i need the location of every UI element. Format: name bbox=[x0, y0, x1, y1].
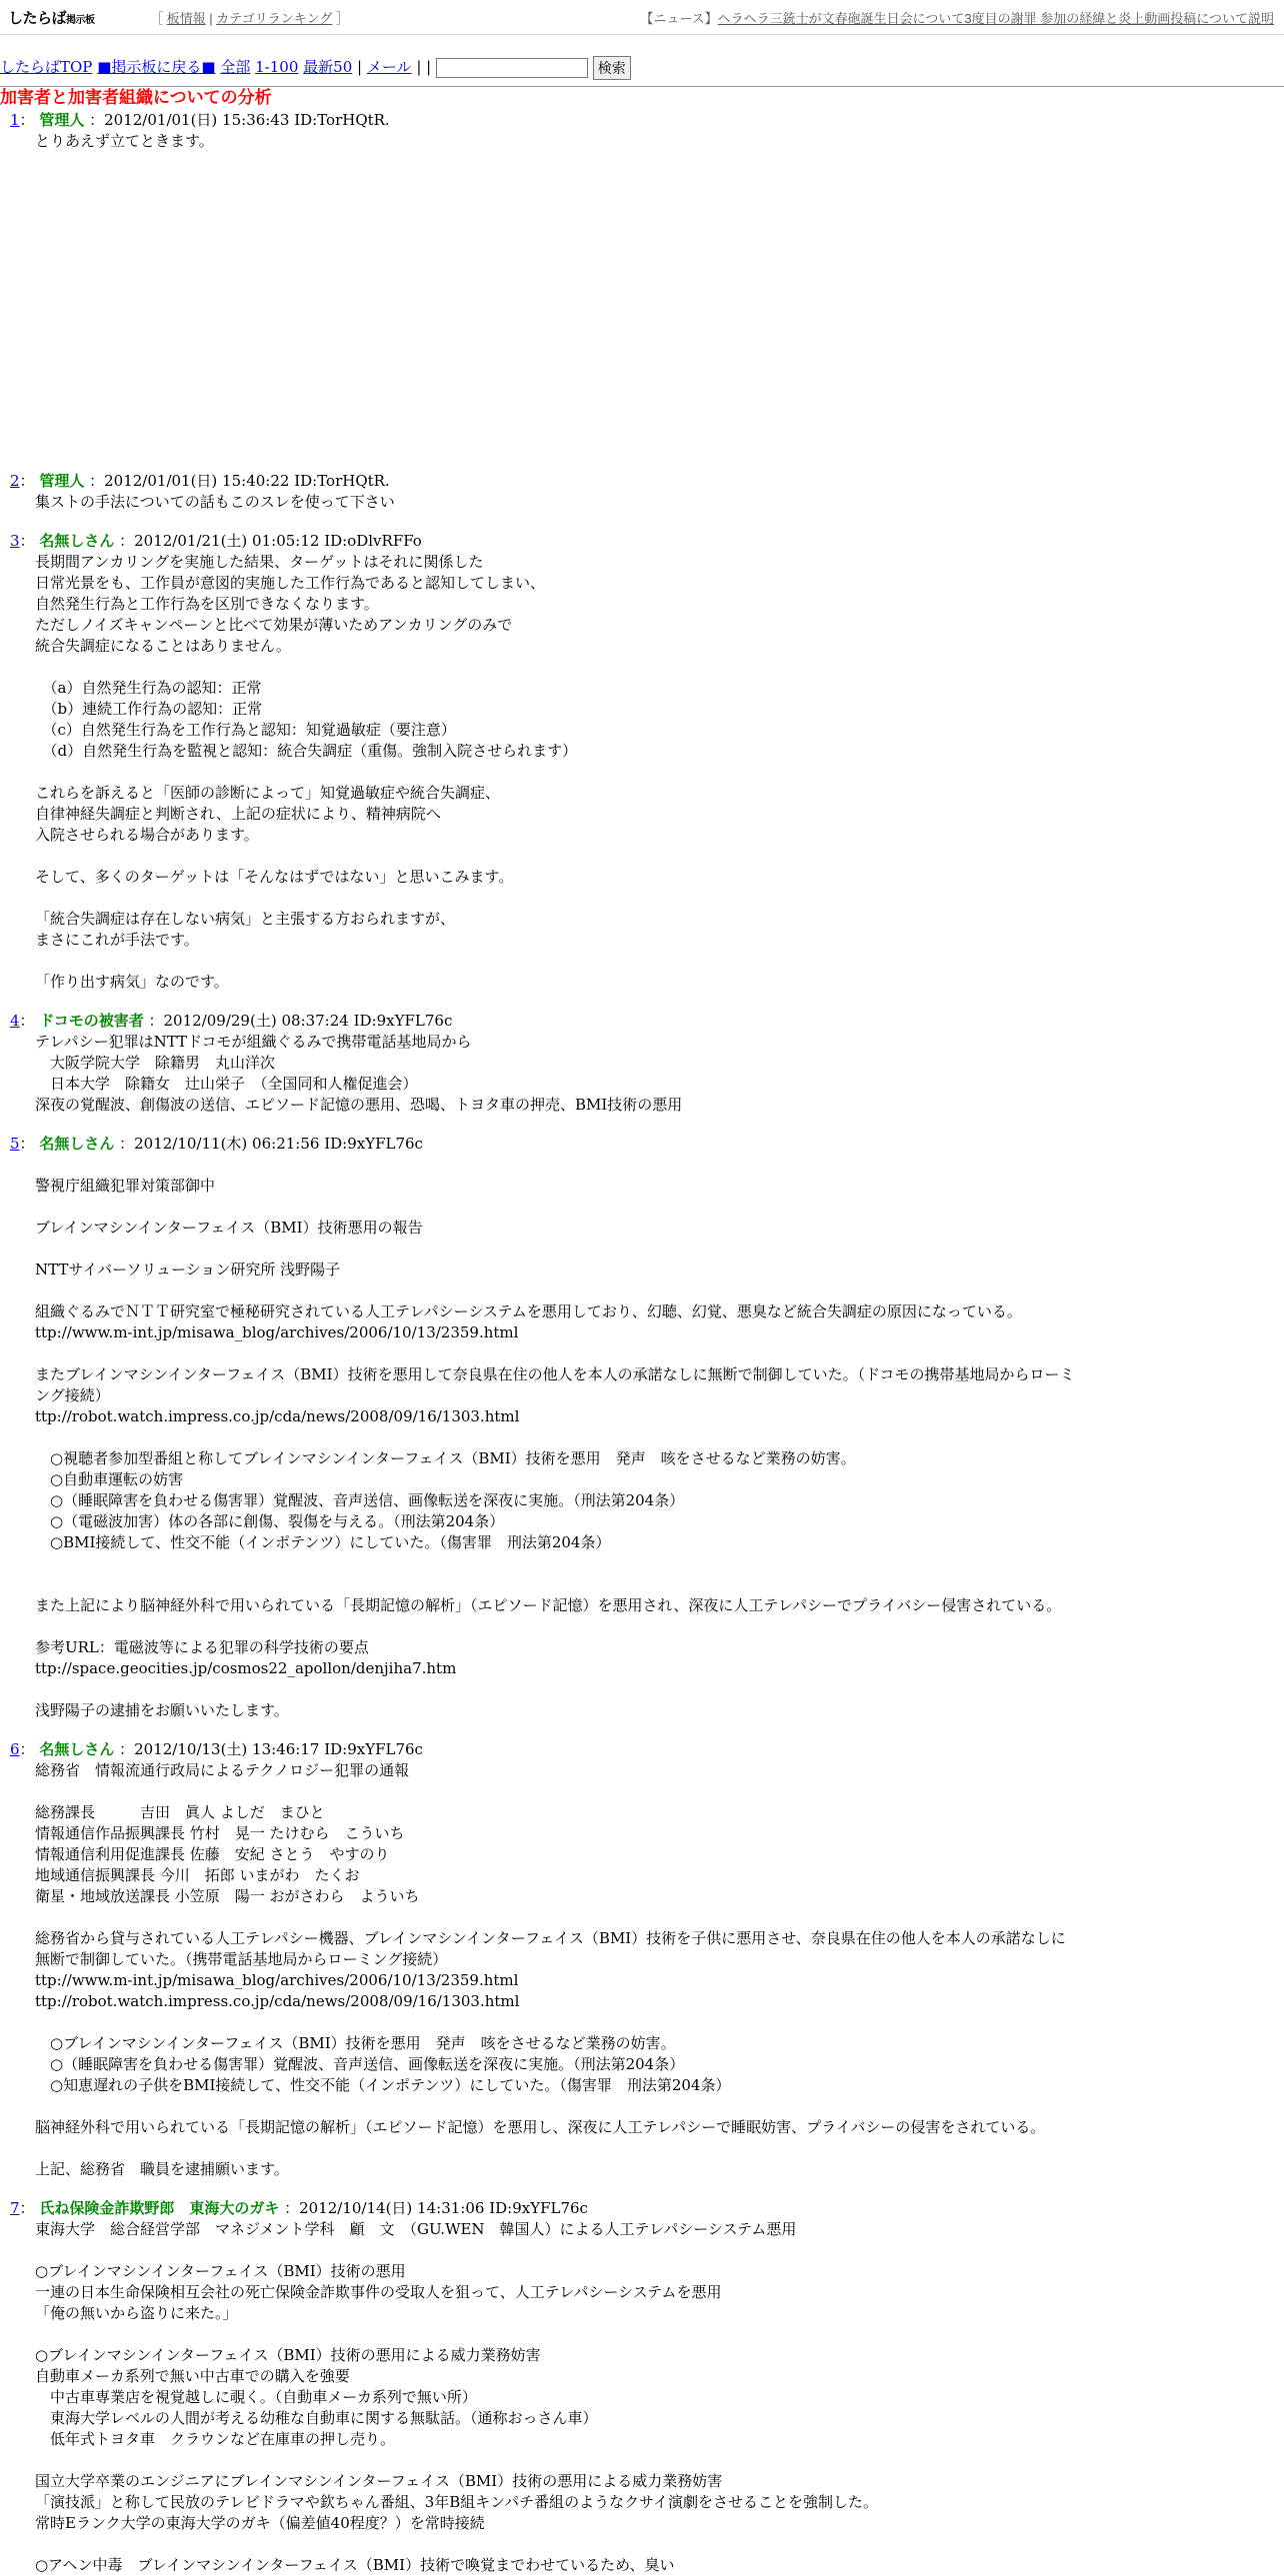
post bbox=[0, 1739, 1284, 2198]
post-text: テレパシー犯罪はNTTドコモが組織ぐるみで携帯電話基地局から 大阪学院大学 除籍男 丸山洋次 日本大学 除籍女 辻山栄子 （全国同和人権促進会） 深夜の覚醒波、創傷波の送信、エピソード記憶の悪用、恐喝、トヨタ車の押売、BMI技術の悪用 bbox=[35, 1033, 683, 1114]
post-meta: ：2012/10/14(日) 14:31:06 ID:9xYFL76c bbox=[284, 2199, 588, 2217]
post-meta: ：2012/10/11(木) 06:21:56 ID:9xYFL76c bbox=[119, 1135, 423, 1153]
post-number-link[interactable]: 3 bbox=[10, 532, 20, 550]
logo-text: したらば bbox=[8, 10, 67, 27]
post-meta: ：2012/01/01(日) 15:40:22 ID:TorHQtR. bbox=[89, 472, 390, 490]
post-header: 3： 名無しさん ：2012/01/21(土) 01:05:12 ID:oDlvRFFo bbox=[10, 532, 422, 550]
post-body bbox=[35, 131, 1075, 471]
post-text: とりあえず立てときます。 bbox=[35, 132, 214, 150]
post-number-link[interactable]: 2 bbox=[10, 472, 20, 490]
category-ranking-link[interactable]: カテゴリランキング bbox=[216, 11, 333, 26]
latest-posts-link[interactable]: 最新50 bbox=[303, 58, 353, 76]
thread-title: 加害者と加害者組織についての分析 bbox=[0, 88, 272, 108]
search-button[interactable]: 検索 bbox=[593, 56, 631, 80]
post-body bbox=[35, 1155, 1075, 1739]
thread-posts bbox=[0, 110, 1284, 2576]
post-header: 7： 氏ね保険金詐欺野郎 東海大のガキ ：2012/10/14(日) 14:31:06 ID:9xYFL76c bbox=[10, 2199, 588, 2217]
post-number-link[interactable]: 1 bbox=[10, 111, 20, 129]
post-body bbox=[35, 1032, 1075, 1134]
post-header: 1： 管理人 ：2012/01/01(日) 15:36:43 ID:TorHQtR. bbox=[10, 111, 390, 129]
post bbox=[0, 2198, 1284, 2576]
site-logo[interactable] bbox=[8, 8, 95, 31]
board-info-link[interactable]: 板情報 bbox=[166, 11, 206, 26]
nav-separator: | | bbox=[416, 58, 432, 76]
all-posts-link[interactable]: 全部 bbox=[220, 58, 251, 76]
post-body bbox=[35, 492, 1075, 531]
poster-name: 名無しさん bbox=[39, 532, 115, 550]
post-text: 集ストの手法についての話もこのスレを使って下さい bbox=[35, 493, 395, 511]
news-link[interactable]: ヘラヘラ三銃士が文春砲誕生日会について3度目の謝罪 参加の経緯と炎上動画投稿について説明 bbox=[717, 11, 1274, 26]
poster-name: 氏ね保険金詐欺野郎 東海大のガキ bbox=[39, 2199, 280, 2217]
poster-name: ドコモの被害者 bbox=[39, 1012, 144, 1030]
news-ticker bbox=[640, 8, 1274, 29]
post-body bbox=[35, 1760, 1075, 2198]
post-number-link[interactable]: 6 bbox=[10, 1740, 20, 1758]
post-text: 東海大学 総合経営学部 マネジメント学科 顧 文 （GU.WEN 韓国人）による人工テレパシーシステム悪用 ○ブレインマシンインターフェイス（BMI）技術の悪用 一連の日本生命保険相互会社の死亡保険金詐欺事件の受取人を狙って、人工テレパシーシステムを悪用 「俺の無いから盗りに来た。」 ○ブレインマシンインターフェイス（BMI）技術の悪用による威力業務妨害 自動車メーカ系列で無い中古車での購入を強要 中古車専業店を視覚越しに覗く。（自動車メーカ系列で無い所） 東海大学レベルの人間が考える幼稚な自動車に関する無駄話。（通称おっさん車） 低年式トヨタ車 クラウンなど在庫車の押し売り。 国立大学卒業のエンジニアにブレインマシンインターフェイス（BMI）技術の悪用による威力業務妨害 「演技派」と称して民放のテレビドラマや欽ちゃん番組、3年B組キンパチ番組のようなクサイ演劇をさせることを強制した。 常時Eランク大学の東海大学のガキ（偏差値40程度？）を常時接続 ○アヘン中毒 ブレインマシンインターフェイス（BMI）技術で喚覚までわせているため、臭い bbox=[35, 2220, 879, 2574]
thread-nav: したらばTOP ■掲示板に戻る■ 全部 1-100 最新50 | メール | | 検索 bbox=[0, 56, 631, 80]
post bbox=[0, 1134, 1284, 1739]
post bbox=[0, 471, 1284, 531]
poster-name: 名無しさん bbox=[39, 1740, 115, 1758]
post-header: 6： 名無しさん ：2012/10/13(土) 13:46:17 ID:9xYFL76c bbox=[10, 1740, 423, 1758]
news-label: 【ニュース】 bbox=[640, 11, 718, 26]
back-to-board-link[interactable]: ■掲示板に戻る■ bbox=[97, 58, 216, 76]
post-meta: ：2012/10/13(土) 13:46:17 ID:9xYFL76c bbox=[119, 1740, 423, 1758]
post-header: 4： ドコモの被害者 ：2012/09/29(土) 08:37:24 ID:9xYFL76c bbox=[10, 1012, 453, 1030]
post-body bbox=[35, 2219, 1075, 2576]
post-text: 総務省 情報流通行政局によるテクノロジー犯罪の通報 総務課長 吉田 眞人 よしだ まひと 情報通信作品振興課長 竹村 晃一 たけむら こういち 情報通信利用促進課長 佐藤 安紀 さとう やすのり 地域通信振興課長 今川 拓郎 いまがわ たくお 衛星・地域放送課長 小笠原 陽一 おがさわら よういち 総務省から貸与されている人工テレパシー機器、ブレインマシンインターフェイス（BMI）技術を子供に悪用させ、奈良県在住の他人を本人の承諾なしに無断で制御していた。（携帯電話基地局からローミング接続） ttp://www.m-int.jp/misawa_blog/archives/2006/10/13/2359.html ttp://robot.watch.impress.co.jp/cda/news/2008/09/16/1303.html ○ブレインマシンインターフェイス（BMI）技術を悪用 発声 咳をさせるなど業務の妨害。 ○（睡眠障害を負わせる傷害罪）覚醒波、音声送信、画像転送を深夜に実施。（刑法第204条） ○知恵遅れの子供をBMI接続して、性交不能（インポテンツ）にしていた。（傷害罪 刑法第204条） 脳神経外科で用いられている「長期記憶の解析」（エピソード記憶）を悪用し、深夜に人工テレパシーで睡眠妨害、プライバシーの侵害をされている。 上記、総務省 職員を逮捕願います。 bbox=[35, 1761, 1066, 2178]
post-number-link[interactable]: 5 bbox=[10, 1135, 20, 1153]
post-text: 警視庁組織犯罪対策部御中 ブレインマシンインターフェイス（BMI）技術悪用の報告 NTTサイバーソリューション研究所 浅野陽子 組織ぐるみでＮＴＴ研究室で極秘研究されている人工テレパシーシステムを悪用しており、幻聴、幻覚、悪臭など統合失調症の原因になっている。 ttp://www.m-int.jp/misawa_blog/archives/2006/10/13/2359.html またブレインマシンインターフェイス（BMI）技術を悪用して奈良県在住の他人を本人の承諾なしに無断で制御していた。（ドコモの携帯基地局からローミング接続） ttp://robot.watch.impress.co.jp/cda/news/2008/09/16/1303.html ○視聴者参加型番組と称してブレインマシンインターフェイス（BMI）技術を悪用 発声 咳をさせるなど業務の妨害。 ○自動車運転の妨害 ○（睡眠障害を負わせる傷害罪）覚醒波、音声送信、画像転送を深夜に実施。（刑法第204条） ○（電磁波加害）体の各部に創傷、裂傷を与える。（刑法第204条） ○BMI接続して、性交不能（インポテンツ）にしていた。（傷害罪 刑法第204条） また上記により脳神経外科で用いられている「長期記憶の解析」（エピソード記憶）を悪用され、深夜に人工テレパシーでプライバシー侵害されている。 参考URL：電磁波等による犯罪の科学技術の要点 ttp://space.geocities.jp/cosmos22_apollon/denjiha7.htm 浅野陽子の逮捕をお願いいたします。 bbox=[35, 1177, 1075, 1719]
search-input[interactable] bbox=[436, 58, 588, 78]
shitaraba-top-link[interactable]: したらばTOP bbox=[0, 58, 93, 76]
post bbox=[0, 1011, 1284, 1134]
nav-divider bbox=[0, 86, 1284, 87]
post-meta: ：2012/01/21(土) 01:05:12 ID:oDlvRFFo bbox=[119, 532, 422, 550]
range-posts-link[interactable]: 1-100 bbox=[255, 58, 299, 76]
poster-name: 名無しさん bbox=[39, 1135, 115, 1153]
post-meta: ：2012/09/29(土) 08:37:24 ID:9xYFL76c bbox=[148, 1012, 453, 1030]
post-number-link[interactable]: 4 bbox=[10, 1012, 20, 1030]
post-body bbox=[35, 552, 1075, 1011]
poster-name: 管理人 bbox=[39, 111, 85, 129]
post-header: 2： 管理人 ：2012/01/01(日) 15:40:22 ID:TorHQtR. bbox=[10, 472, 390, 490]
mail-link[interactable]: メール bbox=[366, 58, 412, 76]
post bbox=[0, 531, 1284, 1011]
poster-name: 管理人 bbox=[39, 472, 85, 490]
post bbox=[0, 110, 1284, 471]
post-header: 5： 名無しさん ：2012/10/11(木) 06:21:56 ID:9xYFL76c bbox=[10, 1135, 423, 1153]
post-number-link[interactable]: 7 bbox=[10, 2199, 20, 2217]
post-meta: ：2012/01/01(日) 15:36:43 ID:TorHQtR. bbox=[89, 111, 390, 129]
site-header bbox=[0, 0, 1284, 35]
logo-subtext: 掲示板 bbox=[66, 15, 95, 26]
header-links: ［ 板情報 | カテゴリランキング ］ bbox=[150, 11, 349, 26]
post-text: 長期間アンカリングを実施した結果、ターゲットはそれに関係した 日常光景をも、工作員が意図的実施した工作行為であると認知してしまい、 自然発生行為と工作行為を区別できなくなります。 ただしノイズキャンペーンと比べて効果が薄いためアンカリングのみで 統合失調症になることはありません。 （a）自然発生行為の認知：正常 （b）連続工作行為の認知：正常 （c）自然発生行為を工作行為と認知：知覚過敏症（要注意） （d）自然発生行為を監視と認知：統合失調症（重傷。強制入院させられます） これらを訴えると「医師の診断によって」知覚過敏症や統合失調症、 自律神経失調症と判断され、上記の症状により、精神病院へ 入院させられる場合があります。 そして、多くのターゲットは「そんなはずではない」と思いこみます。 「統合失調症は存在しない病気」と主張する方おられますが、 まさにこれが手法です。 「作り出す病気」なのです。 bbox=[35, 553, 578, 991]
